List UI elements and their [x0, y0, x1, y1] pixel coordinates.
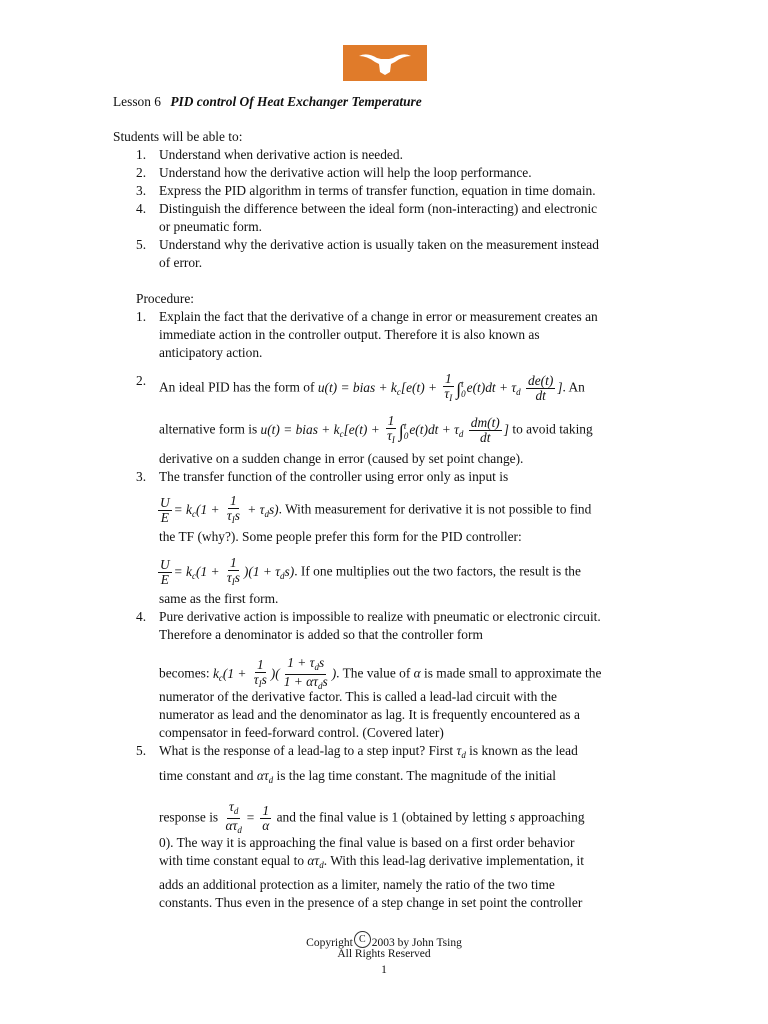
s-symbol: s — [509, 809, 515, 825]
tau-d-symbol: $\tau_d$ — [456, 743, 466, 760]
page-number: 1 — [381, 964, 387, 976]
procedure-heading: Procedure: — [136, 291, 195, 306]
lesson-heading: PID control Of Heat Exchanger Temperature — [170, 94, 422, 109]
initial-response-equation: $\frac{\tau_d}{\alpha\tau_d}$ = $\frac{1}{\alpha}$ — [225, 799, 270, 835]
lesson-title — [113, 93, 422, 111]
objectives-intro: Students will be able to: — [113, 129, 243, 144]
longhorn-logo — [343, 45, 427, 81]
tf-series-equation: $\frac{U}{E}$ = $k_c(1$ + $\frac{1}{\tau_Is}$ )$(1 + \tau_ds)$ — [160, 555, 295, 587]
document-page: Lesson 6 PID control Of Heat Exchanger Temperature Students will be able to: 1. Understand when derivative action is needed. 2. Understand how the derivative action will help the loop performance. 3. Express the PID algorithm in terms of transfer function, equation in time domain. 4. Distinguish the difference between the ideal form (non-interacting) and electronic or pneumatic form. 5. Understand why the derivative action is usually taken on the measurement instead of error. Procedure: 1. Explain the fact that the derivative of a change in error or measurement creates an immediate action in the controller output. Therefore it is also known as anticipatory action. 2. An ideal PID has the form of u(t) = bias + $k_c[e(t)$ + $\frac{1}{\tau_I}$ ∫ t 0 $e(t)dt + \tau_d$ $\frac{de(t)}{dt}$ ]. An alternative form is u(t) = bias + $k_c[e(t)$ + $\frac{1}{\tau_I}$ ∫ t 0 $e(t)dt + \tau_d$ $\frac{dm(t)}{dt}$ ] to avoid taking derivative on a sudden change in error (caused by set point change). 3. The transfer function of the controller using error only as input is $\frac{U}{E}$ = $k_c(1$ + $\frac{1}{\tau_Is}$ + $\tau_ds$). With measurement for derivative it is not possible to find the TF (why?). Some people prefer this form for the PID controller: $\frac{U}{E}$ = $k_c(1$ + $\frac{1}{\tau_Is}$ )$(1 + \tau_ds)$. If one multiplies out the two factors, the result is the same as the first form. 4. Pure derivative action is impossible to realize with pneumatic or electronic circuit. Therefore a denominator is added so that the controller form becomes: $k_c(1$ + $\frac{1}{\tau_Is}$ )( $\frac{1 + \tau_ds}{1 + \alpha\tau_ds}$ ). The value of α is made small to approximate the numerator of the derivative factor. This is called a lead-lad circuit with the numerator as lead and the denominator as lag. It is frequently encountered as a compensator in feed-forward control. (Covered later) 5. What is the response of a lead-lag to a step input? First $\tau_d$ is known as the lead time constant and $\alpha\tau_d$ is the lag time constant. The magnitude of the initial response is $\frac{\tau_d}{\alpha\tau_d}$ = $\frac{1}{\alpha}$ and the final value is 1 (obtained by letting s approaching 0). The way it is approaching the final value is based on a first order behavior with time constant equal to $\alpha\tau_d$. With this lead-lag derivative implementation, it adds an additional protection as a limiter, namely the ratio of the two time constants. Thus even in the presence of a step change in set point the controller Copyright C 2003 by John Tsing All Rights Reserved 1 — [0, 0, 768, 1024]
pid-ideal-equation: u(t) = bias + $k_c[e(t)$ + $\frac{1}{\tau_I}$ ∫ t 0 $e(t)dt + \tau_d$ $\frac{de(t)}{dt}$ ] — [317, 371, 563, 403]
copyright-line: Copyright C 2003 by John Tsing — [0, 931, 768, 950]
lead-lag-equation: $k_c(1$ + $\frac{1}{\tau_Is}$ )( $\frac{1 + \tau_ds}{1 + \alpha\tau_ds}$ ) — [212, 655, 337, 691]
alpha-tau-d-symbol: $\alpha\tau_d$ — [307, 853, 324, 870]
lesson-number: Lesson 6 — [113, 94, 161, 109]
alpha-symbol: α — [413, 665, 421, 681]
rights-line: All Rights Reserved — [337, 948, 431, 960]
longhorn-icon — [357, 50, 413, 76]
copyright-icon: C — [354, 931, 371, 948]
pid-alternative-equation: u(t) = bias + $k_c[e(t)$ + $\frac{1}{\tau_I}$ ∫ t 0 $e(t)dt + \tau_d$ $\frac{dm(t)}{dt}$ ] — [260, 413, 509, 445]
alpha-tau-d-symbol: $\alpha\tau_d$ — [256, 768, 274, 785]
tf-ideal-equation: $\frac{U}{E}$ = $k_c(1$ + $\frac{1}{\tau_Is}$ + $\tau_ds$) — [160, 493, 279, 525]
